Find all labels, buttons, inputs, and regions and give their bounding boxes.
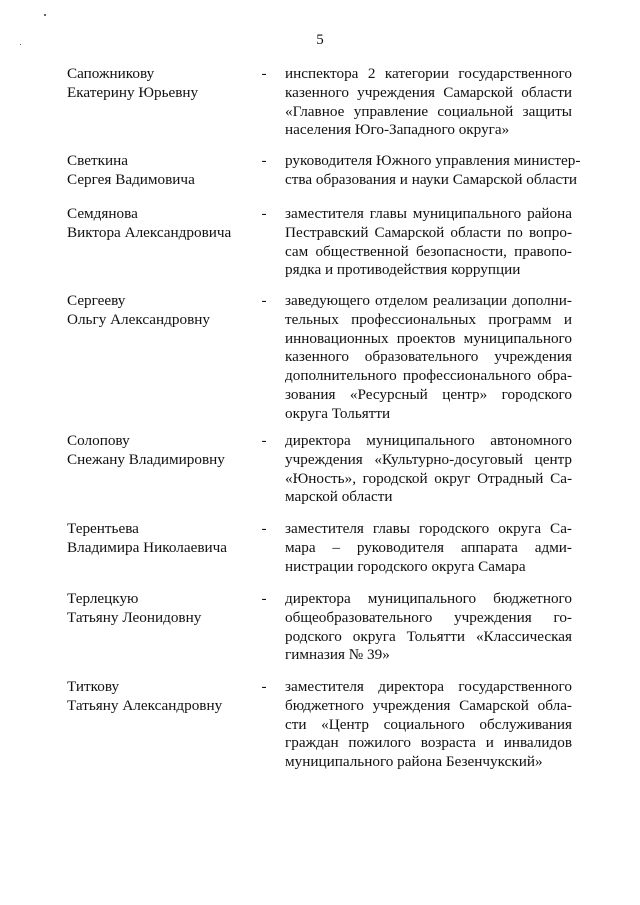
separator-dash: - bbox=[261, 520, 267, 537]
appointee-name bbox=[67, 432, 252, 470]
position-line: граждан пожилого возраста и инвалидов bbox=[285, 734, 572, 752]
position-line: дополнительного профессионального обра- bbox=[285, 367, 572, 385]
position-line: учреждения «Культурно-досуговый центр bbox=[285, 450, 572, 468]
appointee-name-line: Владимира Николаевича bbox=[67, 538, 228, 556]
position-line: «Главное управление социальной защиты bbox=[285, 102, 572, 120]
appointee-name bbox=[67, 520, 252, 558]
appointee-name-line: Сапожникову bbox=[67, 65, 155, 82]
appointee-name-line: Екатерину Юрьевну bbox=[67, 83, 199, 101]
appointee-name-line: Семдянова bbox=[67, 205, 138, 222]
separator-dash: - bbox=[261, 678, 267, 695]
appointee-name-line: Ольгу Александровну bbox=[67, 310, 210, 328]
appointee-position bbox=[285, 65, 572, 140]
position-line: заместителя главы муниципального района bbox=[285, 205, 572, 222]
appointee-name bbox=[67, 590, 252, 628]
position-line: зования «Ресурсный центр» городского bbox=[285, 385, 572, 403]
appointee-name-line: Солопову bbox=[67, 432, 130, 449]
position-line: нистрации городского округа Самара bbox=[285, 557, 526, 575]
position-line: населения Юго-Западного округа» bbox=[285, 121, 510, 139]
position-line: директора муниципального автономного bbox=[285, 432, 572, 449]
position-line: руководителя Южного управления министер- bbox=[285, 152, 581, 169]
appointee-name-line: Виктора Александровича bbox=[67, 223, 232, 241]
separator-dash: - bbox=[261, 590, 267, 607]
position-line: инновационных проектов муниципального bbox=[285, 329, 572, 347]
position-line: рядка и противодействия коррупции bbox=[285, 261, 521, 279]
appointee-name bbox=[67, 65, 252, 103]
appointee-name-line: Сергея Вадимовича bbox=[67, 170, 195, 188]
appointee-name-line: Титкову bbox=[67, 678, 120, 695]
separator-dash: - bbox=[261, 205, 267, 222]
position-line: Пестравский Самарской области по вопро- bbox=[285, 223, 572, 241]
appointee-position bbox=[285, 292, 572, 424]
position-line: марской области bbox=[285, 488, 393, 506]
appointee-position bbox=[285, 678, 572, 772]
appointee-name bbox=[67, 205, 252, 243]
position-line: сам общественной безопасности, правопо- bbox=[285, 242, 572, 260]
appointee-name-line: Терлецкую bbox=[67, 590, 139, 607]
position-line: мара – руководителя аппарата адми- bbox=[285, 538, 572, 556]
appointee-position bbox=[285, 152, 581, 190]
appointee-name bbox=[67, 152, 252, 190]
separator-dash: - bbox=[261, 152, 267, 169]
separator-dash: - bbox=[261, 432, 267, 449]
appointee-name bbox=[67, 292, 252, 330]
appointee-name-line: Татьяну Леонидовну bbox=[67, 608, 202, 626]
appointee-name bbox=[67, 678, 252, 716]
appointee-name-line: Сергееву bbox=[67, 292, 126, 309]
position-line: казенного учреждения Самарской области bbox=[285, 83, 572, 101]
position-line: инспектора 2 категории государственного bbox=[285, 65, 572, 82]
position-line: казенного образовательного учреждения bbox=[285, 348, 572, 366]
position-line: общеобразовательного учреждения го- bbox=[285, 608, 572, 626]
appointee-name-line: Татьяну Александровну bbox=[67, 696, 223, 714]
appointee-position bbox=[285, 432, 572, 507]
position-line: заместителя главы городского округа Са- bbox=[285, 520, 572, 537]
position-line: заместителя директора государственного bbox=[285, 678, 572, 695]
position-line: гимназия № 39» bbox=[285, 646, 390, 664]
appointee-position bbox=[285, 205, 572, 280]
appointee-position bbox=[285, 590, 572, 665]
appointee-position bbox=[285, 520, 572, 576]
appointee-name-line: Снежану Владимировну bbox=[67, 450, 225, 468]
position-line: округа Тольятти bbox=[285, 404, 391, 422]
position-line: бюджетного учреждения Самарской обла- bbox=[285, 696, 572, 714]
scan-speck bbox=[44, 14, 46, 16]
separator-dash: - bbox=[261, 292, 267, 309]
position-line: тельных профессиональных программ и bbox=[285, 310, 572, 328]
appointee-name-line: Терентьева bbox=[67, 520, 139, 537]
position-line: сти «Центр социального обслуживания bbox=[285, 715, 572, 733]
position-line: заведующего отделом реализации дополни- bbox=[285, 292, 572, 309]
page-number: 5 bbox=[316, 32, 324, 48]
position-line: директора муниципального бюджетного bbox=[285, 590, 572, 607]
position-line: ства образования и науки Самарской области bbox=[285, 170, 578, 188]
position-line: «Юность», городской округ Отрадный Са- bbox=[285, 469, 572, 487]
position-line: родского округа Тольятти «Классическая bbox=[285, 627, 572, 645]
separator-dash: - bbox=[261, 65, 267, 82]
position-line: муниципального района Безенчукский» bbox=[285, 753, 543, 771]
appointee-name-line: Светкина bbox=[67, 152, 128, 169]
